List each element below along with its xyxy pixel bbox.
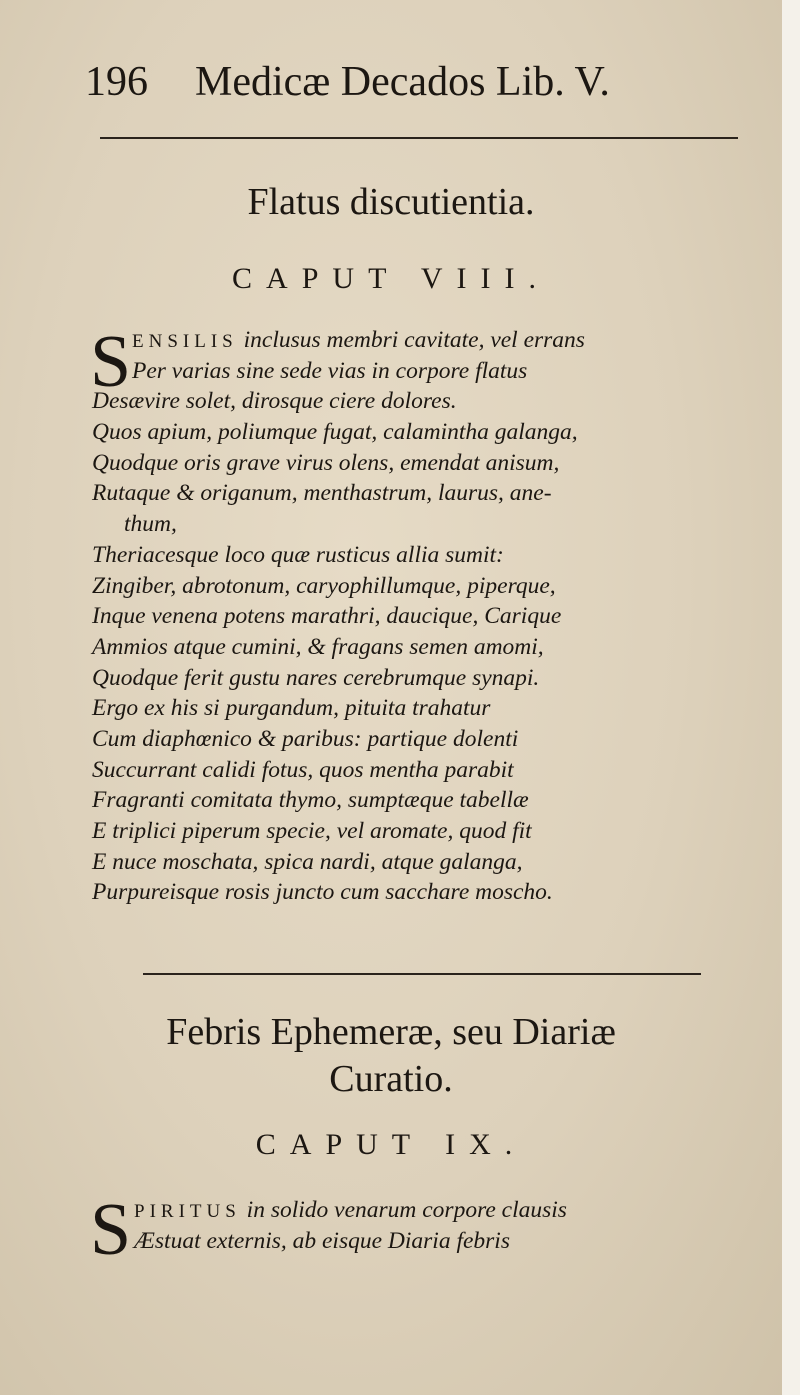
verse-line: Quodque ferit gustu nares cerebrumque synapi. [92, 664, 540, 691]
verse-line: E triplici piperum specie, vel aromate, quod fit [92, 818, 532, 844]
section-title-curatio: Curatio. [329, 1058, 453, 1100]
verse-line: Ammios atque cumini, & fragans semen amomi, [92, 633, 544, 660]
verse-line: Fragranti comitata thymo, sumptæque tabellæ [92, 787, 529, 814]
verse-line: Inque venena potens marathri, daucique, Carique [92, 603, 562, 630]
verse-line: Æstuat externis, ab eisque Diaria febris [134, 1227, 510, 1254]
page-number: 196 [85, 59, 148, 105]
poem-flatus [90, 321, 762, 908]
drop-cap-initial: S [90, 321, 132, 403]
section-divider-rule [143, 973, 701, 975]
verse-line: Quodque oris grave virus olens, emendat anisum, [92, 449, 560, 476]
first-word: ENSILIS [132, 331, 238, 352]
verse-line: Quos apium, poliumque fugat, calamintha galanga, [92, 419, 578, 446]
poem-febris [92, 1195, 762, 1256]
verse-line [92, 325, 762, 356]
verse-line: Succurrant calidi fotus, quos mentha parabit [92, 756, 514, 783]
section-title-febris: Febris Ephemeræ, seu Diariæ [166, 1011, 616, 1053]
verse-line-text: inclusus membri cavitate, vel errans [243, 327, 585, 353]
verse-line-text: in solido venarum corpore clausis [246, 1197, 567, 1223]
drop-cap-initial: S [90, 1189, 132, 1271]
verse-line: Theriacesque loco quæ rusticus allia sumit: [92, 541, 504, 568]
verse-line: thum, [124, 511, 177, 538]
verse-line: Desævire solet, dirosque ciere dolores. [92, 388, 457, 415]
verse-line: Zingiber, abrotonum, caryophillumque, piperque, [92, 572, 556, 599]
verse-line: Purpureisque rosis juncto cum sacchare moscho. [92, 879, 553, 906]
page-edge [782, 0, 800, 1395]
verse-line: Per varias sine sede vias in corpore flatus [132, 357, 528, 384]
verse-line [92, 1195, 762, 1226]
chapter-number-viii: CAPUT VIII. [232, 262, 550, 295]
verse-line: Cum diaphœnico & paribus: partique dolenti [92, 725, 519, 752]
header-rule [100, 137, 738, 139]
verse-line: Rutaque & origanum, menthastrum, laurus, ane- [92, 480, 552, 507]
verse-line: E nuce moschata, spica nardi, atque galanga, [92, 848, 523, 875]
verse-line: Ergo ex his si purgandum, pituita trahatur [92, 695, 491, 722]
chapter-number-ix: CAPUT IX. [255, 1128, 527, 1161]
running-title: Medicæ Decados Lib. V. [195, 59, 610, 105]
running-head [85, 58, 705, 106]
section-title-flatus: Flatus discutientia. [247, 181, 535, 223]
first-word: PIRITUS [134, 1201, 241, 1222]
